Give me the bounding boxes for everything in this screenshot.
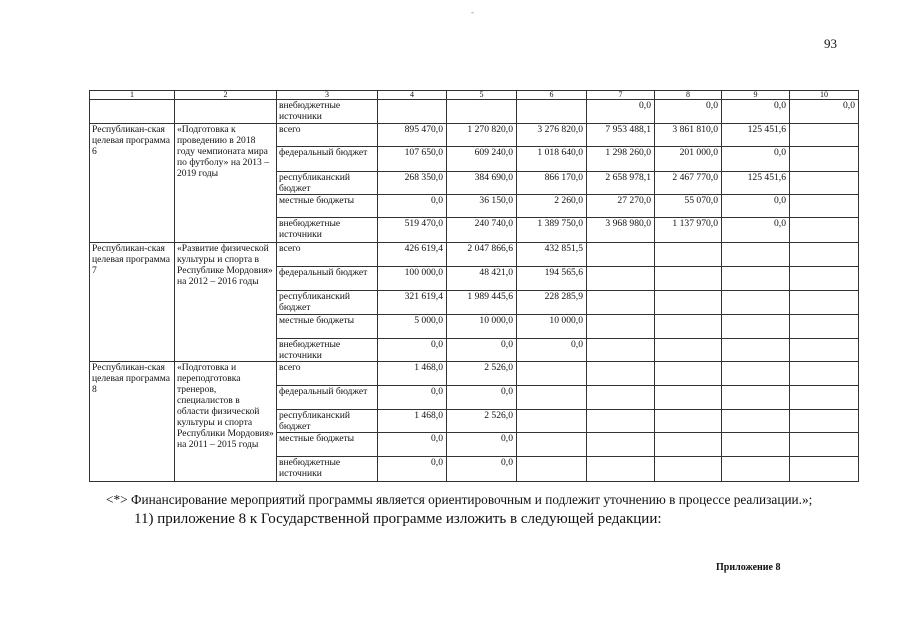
amount-cell: 0,0 [517,339,587,362]
amount-cell [517,410,587,433]
amount-cell: 10 000,0 [517,315,587,339]
amount-cell: 27 270,0 [587,195,655,218]
column-number-row [90,91,859,100]
column-number-cell: 1 [90,91,175,100]
amount-cell [790,410,859,433]
funding-source-cell: республиканский бюджет [277,291,378,315]
amount-cell [517,362,587,386]
amount-cell: 3 861 810,0 [655,124,722,147]
amount-cell: 321 619,4 [378,291,447,315]
amount-cell: 0,0 [447,386,517,410]
amount-cell: 1 137 970,0 [655,218,722,243]
amount-cell [722,457,790,482]
column-number-cell: 5 [447,91,517,100]
amount-cell: 0,0 [447,339,517,362]
amount-cell [587,386,655,410]
funding-source-cell: внебюджетные источники [277,457,378,482]
amount-cell: 1 389 750,0 [517,218,587,243]
amount-cell: 609 240,0 [447,147,517,172]
amount-cell [655,339,722,362]
amount-cell [447,100,517,124]
column-number-cell: 10 [790,91,859,100]
amount-cell: 0,0 [587,100,655,124]
amount-cell [587,339,655,362]
amount-cell [587,315,655,339]
amount-cell: 2 467 770,0 [655,172,722,195]
amount-cell [587,291,655,315]
amount-cell [722,267,790,291]
amount-cell: 36 150,0 [447,195,517,218]
amount-cell: 426 619,4 [378,243,447,267]
amount-cell [722,386,790,410]
table-row [90,100,859,124]
amount-cell: 1 989 445,6 [447,291,517,315]
amount-cell [655,362,722,386]
amount-cell [587,243,655,267]
amount-cell [790,433,859,457]
amount-cell: 0,0 [722,218,790,243]
amount-cell: 2 047 866,6 [447,243,517,267]
amount-cell: 125 451,6 [722,124,790,147]
funding-source-cell: внебюджетные источники [277,339,378,362]
funding-source-cell: внебюджетные источники [277,100,378,124]
program-name-cell: Республикан-ская целевая программа 6 [90,124,175,243]
amount-cell: 0,0 [655,100,722,124]
program-title-cell: «Подготовка к проведению в 2018 году чемпионата мира по футболу» на 2013 – 2019 годы [175,124,277,243]
column-number-cell: 4 [378,91,447,100]
amount-cell: 0,0 [378,339,447,362]
column-number-cell: 3 [277,91,378,100]
amount-cell [722,410,790,433]
amount-cell: 5 000,0 [378,315,447,339]
amount-cell [655,267,722,291]
amount-cell [655,291,722,315]
amount-cell [587,410,655,433]
amount-cell: 107 650,0 [378,147,447,172]
amount-cell: 895 470,0 [378,124,447,147]
amount-cell [587,433,655,457]
column-number-cell: 6 [517,91,587,100]
funding-source-cell: внебюджетные источники [277,218,378,243]
footnote: <*> Финансирование мероприятий программы является ориентировочным и подлежит уточнению в процессе реализации.»; [106,492,813,507]
amount-cell: 2 658 978,1 [587,172,655,195]
funding-source-cell: федеральный бюджет [277,147,378,172]
amount-cell: 48 421,0 [447,267,517,291]
table-row [90,243,859,267]
table-row [90,362,859,386]
amount-cell: 55 070,0 [655,195,722,218]
amount-cell: 0,0 [447,433,517,457]
amount-cell: 240 740,0 [447,218,517,243]
amount-cell [790,457,859,482]
amount-cell [722,433,790,457]
funding-table [89,90,859,482]
amount-cell [790,339,859,362]
amount-cell: 866 170,0 [517,172,587,195]
table-row [90,124,859,147]
amount-cell: 0,0 [722,147,790,172]
amount-cell [790,386,859,410]
funding-source-cell: федеральный бюджет [277,386,378,410]
scan-mark: - [471,7,474,17]
amount-cell: 0,0 [722,100,790,124]
amount-cell [587,267,655,291]
amount-cell: 1 468,0 [378,410,447,433]
amount-cell [517,433,587,457]
funding-source-cell: всего [277,124,378,147]
amount-cell [790,147,859,172]
amount-cell [517,457,587,482]
amount-cell [655,386,722,410]
amount-cell [722,362,790,386]
program-title-cell [175,100,277,124]
amount-cell [722,243,790,267]
amount-cell [587,457,655,482]
amount-cell [790,243,859,267]
page-number: 93 [824,36,837,51]
amount-cell [655,410,722,433]
amount-cell: 194 565,6 [517,267,587,291]
amount-cell [790,267,859,291]
column-number-cell: 7 [587,91,655,100]
instruction-paragraph: 11) приложение 8 к Государственной программе изложить в следующей редакции: [134,511,662,527]
funding-source-cell: местные бюджеты [277,433,378,457]
funding-source-cell: местные бюджеты [277,195,378,218]
amount-cell: 2 526,0 [447,410,517,433]
amount-cell: 3 968 980,0 [587,218,655,243]
amount-cell [378,100,447,124]
amount-cell: 2 260,0 [517,195,587,218]
funding-source-cell: федеральный бюджет [277,267,378,291]
amount-cell [722,339,790,362]
program-name-cell: Республикан-ская целевая программа 7 [90,243,175,362]
amount-cell [790,195,859,218]
amount-cell [790,218,859,243]
amount-cell: 384 690,0 [447,172,517,195]
funding-source-cell: республиканский бюджет [277,410,378,433]
amount-cell: 7 953 488,1 [587,124,655,147]
amount-cell [790,362,859,386]
amount-cell [517,386,587,410]
amount-cell: 2 526,0 [447,362,517,386]
funding-source-cell: всего [277,243,378,267]
amount-cell: 268 350,0 [378,172,447,195]
program-title-cell: «Подготовка и переподготовка тренеров, специалистов в области физической культуры и спорта Республики Мордовия» на 2011 – 2015 годы [175,362,277,482]
funding-source-cell: всего [277,362,378,386]
amount-cell: 1 298 260,0 [587,147,655,172]
amount-cell [790,124,859,147]
amount-cell: 1 018 640,0 [517,147,587,172]
amount-cell: 1 468,0 [378,362,447,386]
amount-cell [722,315,790,339]
amount-cell [587,362,655,386]
amount-cell: 432 851,5 [517,243,587,267]
amount-cell [790,291,859,315]
amount-cell: 228 285,9 [517,291,587,315]
amount-cell: 0,0 [722,195,790,218]
amount-cell: 0,0 [790,100,859,124]
amount-cell: 125 451,6 [722,172,790,195]
amount-cell: 3 276 820,0 [517,124,587,147]
amount-cell [790,315,859,339]
amount-cell: 100 000,0 [378,267,447,291]
column-number-cell: 9 [722,91,790,100]
amount-cell: 0,0 [378,457,447,482]
amount-cell [655,243,722,267]
amount-cell: 0,0 [378,386,447,410]
program-name-cell: Республикан-ская целевая программа 8 [90,362,175,482]
amount-cell [655,433,722,457]
amount-cell [790,172,859,195]
amount-cell: 0,0 [447,457,517,482]
column-number-cell: 2 [175,91,277,100]
column-number-cell: 8 [655,91,722,100]
amount-cell [722,291,790,315]
amount-cell [655,315,722,339]
amount-cell: 519 470,0 [378,218,447,243]
program-name-cell [90,100,175,124]
amount-cell: 10 000,0 [447,315,517,339]
amount-cell: 1 270 820,0 [447,124,517,147]
amount-cell: 0,0 [378,433,447,457]
amount-cell: 201 000,0 [655,147,722,172]
amount-cell: 0,0 [378,195,447,218]
amount-cell [517,100,587,124]
program-title-cell: «Развитие физической культуры и спорта в Республике Мордовия» на 2012 – 2016 годы [175,243,277,362]
amount-cell [655,457,722,482]
funding-source-cell: местные бюджеты [277,315,378,339]
annex-label: Приложение 8 [716,562,781,573]
funding-source-cell: республиканский бюджет [277,172,378,195]
